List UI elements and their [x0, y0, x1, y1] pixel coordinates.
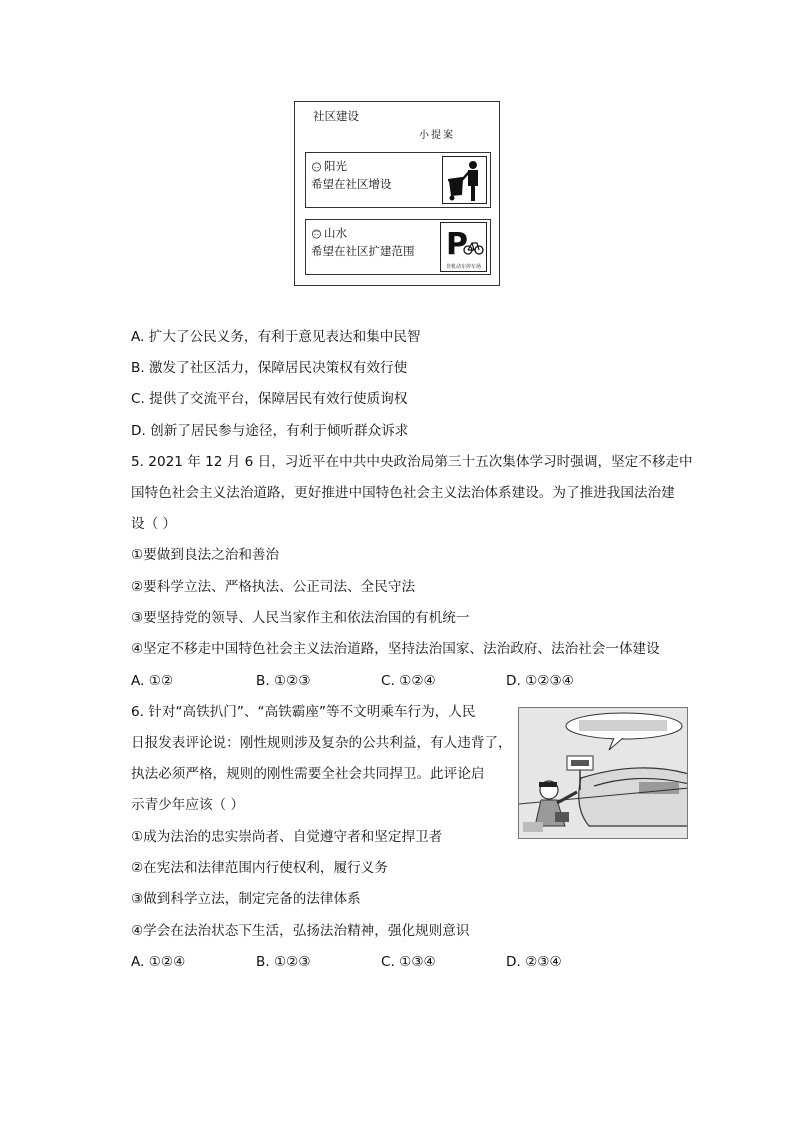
q5-item-3: ③要坚持党的领导、人民当家作主和依法治国的有机统一	[131, 610, 470, 626]
figure-subtitle: 小提案	[419, 130, 455, 141]
q6-stem-line2: 日报发表评论说：刚性规则涉及复杂的公共利益，有人违背了，	[131, 735, 512, 751]
q6-item-2: ②在宪法和法律范围内行使权利，履行义务	[131, 860, 388, 876]
q4-option-c: C. 提供了交流平台，保障居民有效行使质询权	[131, 391, 408, 407]
q5-item-2: ②要科学立法、严格执法、公正司法、全民守法	[131, 579, 416, 595]
q6-item-1: ①成为法治的忠实崇尚者、自觉遵守者和坚定捍卫者	[131, 829, 443, 845]
q6-option-d: D. ②③④	[506, 954, 562, 970]
q4-option-b: B. 激发了社区活力，保障居民决策权有效行使	[131, 360, 408, 376]
q6-item-3: ③做到科学立法，制定完备的法律体系	[131, 891, 361, 907]
q5-option-b: B. ①②③	[256, 673, 311, 689]
proposal-text: 希望在社区增设	[311, 177, 392, 191]
q6-option-c: C. ①③④	[381, 954, 436, 970]
q5-option-c: C. ①②④	[381, 673, 436, 689]
q6-stem-line1: 6. 针对“高铁扒门”、“高铁霸座”等不文明乘车行为，人民	[131, 704, 476, 720]
q5-option-d: D. ①②③④	[506, 673, 574, 689]
proposer-name: 阳光	[324, 159, 347, 173]
figure-title: 社区建设	[313, 109, 359, 123]
q5-stem-line2: 国特色社会主义法治道路，更好推进中国特色社会主义法治体系建设。为了推进我国法治建	[131, 485, 675, 501]
boy-avatar-icon	[311, 228, 322, 239]
proposer-sunshine	[311, 158, 347, 174]
q5-item-1: ①要做到良法之治和善治	[131, 547, 280, 563]
q5-stem-line3: 设（ ）	[131, 516, 177, 532]
trash-can-person-icon	[442, 156, 487, 204]
q6-item-4: ④学会在法治状态下生活，弘扬法治精神，强化规则意识	[131, 923, 470, 939]
proposal-text: 希望在社区扩建范围	[311, 244, 415, 258]
proposal-card-shanshui	[305, 219, 491, 275]
proposal-card-sunshine	[305, 152, 491, 208]
train-cartoon-icon	[518, 707, 688, 839]
q5-stem-line1: 5. 2021 年 12 月 6 日，习近平在中共中央政治局第三十五次集体学习时强调，坚定不移走中	[131, 454, 693, 470]
parking-sign-label: 非机动车停车场	[445, 264, 481, 270]
q6-option-a: A. ①②④	[131, 954, 186, 970]
q6-stem-line3: 执法必须严格，规则的刚性需要全社会共同捍卫。此评论启	[131, 766, 485, 782]
q4-option-a: A. 扩大了公民义务，有利于意见表达和集中民智	[131, 329, 421, 345]
q6-option-b: B. ①②③	[256, 954, 311, 970]
bicycle-parking-sign-icon	[440, 222, 487, 272]
girl-avatar-icon	[311, 161, 322, 172]
proposer-shanshui	[311, 225, 347, 241]
community-proposal-figure	[294, 101, 500, 286]
q5-item-4: ④坚定不移走中国特色社会主义法治道路，坚持法治国家、法治政府、法治社会一体建设	[131, 641, 660, 657]
q6-stem-line4: 示青少年应该（ ）	[131, 797, 245, 813]
q4-option-d: D. 创新了居民参与途径，有利于倾听群众诉求	[131, 423, 409, 439]
proposer-name: 山水	[324, 226, 347, 240]
svg-text:P: P	[446, 227, 468, 262]
q5-option-a: A. ①②	[131, 673, 174, 689]
